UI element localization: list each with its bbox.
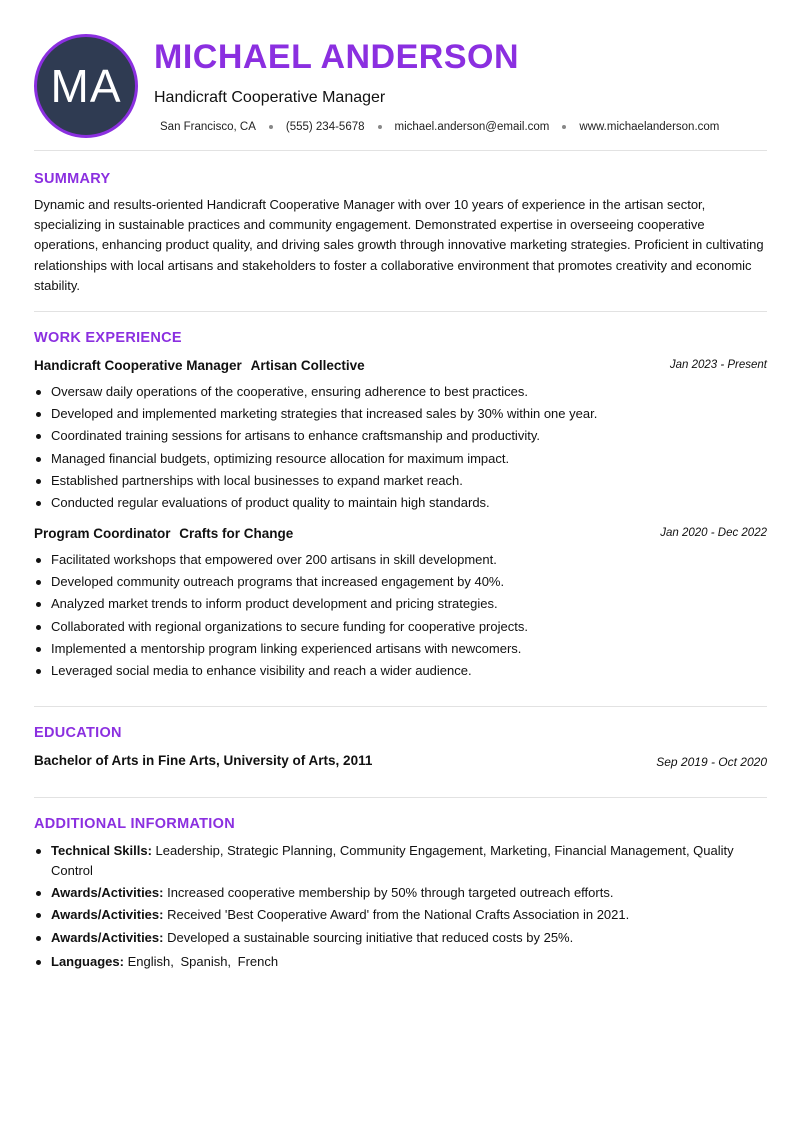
candidate-name: MICHAEL ANDERSON — [154, 38, 520, 76]
job-position: Program Coordinator — [34, 526, 171, 541]
divider — [34, 150, 767, 151]
info-label: Awards/Activities: — [51, 929, 164, 945]
info-label: Languages: — [51, 953, 124, 969]
job-title: Handicraft Cooperative Manager — [154, 89, 386, 106]
list-item: Conducted regular evaluations of product quality to maintain high standards. — [51, 492, 767, 514]
list-item — [51, 952, 767, 972]
info-label: Awards/Activities: — [51, 885, 164, 901]
info-value: English, Spanish, French — [127, 953, 279, 969]
list-item — [51, 905, 767, 925]
separator-dot — [562, 125, 566, 129]
list-item: Analyzed market trends to inform product development and pricing strategies. — [51, 593, 767, 615]
job-position: Handicraft Cooperative Manager — [34, 358, 242, 373]
divider — [34, 311, 767, 312]
summary-heading: SUMMARY — [34, 171, 111, 187]
job-header — [34, 526, 767, 544]
info-label: Technical Skills: — [51, 843, 152, 858]
contact-website[interactable]: www.michaelanderson.com — [579, 121, 720, 133]
contact-phone: (555) 234-5678 — [285, 121, 365, 133]
list-item: Developed community outreach programs that increased engagement by 40%. — [51, 571, 767, 593]
avatar: MA — [34, 34, 138, 138]
list-item — [51, 841, 767, 881]
info-value: Developed a sustainable sourcing initiative that reduced costs by 25%. — [167, 929, 574, 945]
job-dates: Jan 2023 - Present — [669, 359, 767, 371]
list-item: Facilitated workshops that empowered over 200 artisans in skill development. — [51, 549, 767, 571]
summary-text: Dynamic and results-oriented Handicraft Cooperative Manager with over 10 years of experience in the artisan sector, specializing in sustainable practices and community engagement. Demonstrated expertise in overseeing cooperative operations, enhancing product quality, and driving sales growth through innovative marketing strategies. Proficient in cultivating relationships with local artisans and stakeholders to foster a collaborative environment that promotes creativity and economic stability. — [34, 197, 764, 293]
list-item: Managed financial budgets, optimizing resource allocation for maximum impact. — [51, 448, 767, 470]
job-organization: Artisan Collective — [250, 358, 365, 373]
list-item: Developed and implemented marketing strategies that increased sales by 30% within one year. — [51, 403, 767, 425]
job-header — [34, 358, 767, 376]
list-item: Established partnerships with local businesses to expand market reach. — [51, 470, 767, 492]
info-value: Increased cooperative membership by 50% through targeted outreach efforts. — [167, 885, 614, 901]
education-heading: EDUCATION — [34, 725, 122, 741]
contact-email[interactable]: michael.anderson@email.com — [394, 121, 550, 133]
job-bullet-list — [51, 381, 767, 514]
divider — [34, 706, 767, 707]
additional-info-list — [51, 841, 767, 974]
info-value: Received 'Best Cooperative Award' from the National Crafts Association in 2021. — [167, 907, 630, 923]
contact-info — [160, 121, 719, 133]
additional-info-heading: ADDITIONAL INFORMATION — [34, 816, 235, 832]
job-bullet-list — [51, 549, 767, 682]
separator-dot — [269, 125, 273, 129]
list-item: Coordinated training sessions for artisans to enhance craftsmanship and productivity. — [51, 425, 767, 447]
separator-dot — [378, 125, 382, 129]
job-dates: Jan 2020 - Dec 2022 — [660, 527, 767, 539]
list-item: Oversaw daily operations of the cooperative, ensuring adherence to best practices. — [51, 381, 767, 403]
list-item: Implemented a mentorship program linking experienced artisans with newcomers. — [51, 638, 767, 660]
degree: Bachelor of Arts in Fine Arts, University of Arts, 2011 — [34, 753, 373, 768]
job-organization: Crafts for Change — [179, 526, 294, 541]
info-value: Leadership, Strategic Planning, Community Engagement, Marketing, Financial Management, Quality Control — [51, 843, 734, 878]
list-item: Collaborated with regional organizations to secure funding for cooperative projects. — [51, 616, 767, 638]
resume-header — [34, 34, 767, 138]
list-item — [51, 928, 767, 948]
divider — [34, 797, 767, 798]
list-item — [51, 883, 767, 903]
education-entry — [34, 753, 767, 768]
info-label: Awards/Activities: — [51, 907, 164, 923]
contact-location: San Francisco, CA — [160, 121, 256, 133]
work-experience-heading: WORK EXPERIENCE — [34, 330, 182, 346]
list-item: Leveraged social media to enhance visibility and reach a wider audience. — [51, 660, 767, 682]
education-dates: Sep 2019 - Oct 2020 — [656, 755, 767, 769]
